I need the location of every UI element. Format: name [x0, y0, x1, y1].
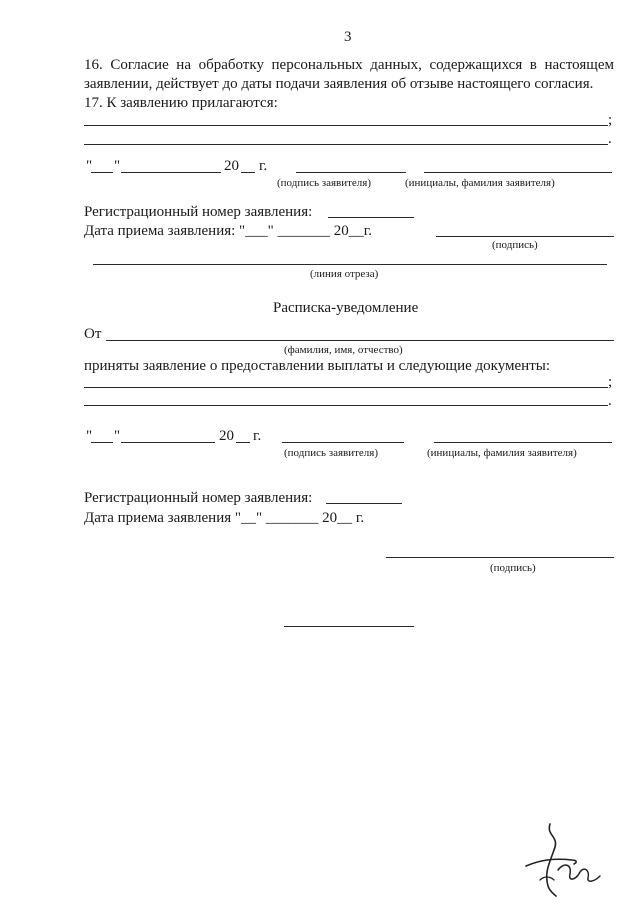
item16-line2: заявлении, действует до даты подачи заявления об отзыве настоящего согласия.: [84, 76, 594, 92]
attachment-line-1[interactable]: [84, 125, 608, 126]
signature-caption-1: (подпись): [492, 239, 538, 251]
applicant-signature-field-1[interactable]: [296, 172, 406, 173]
receipt-doc-line-2[interactable]: [84, 405, 608, 406]
date-year-field-1[interactable]: [241, 172, 255, 173]
registration-number-field-2[interactable]: [326, 503, 402, 504]
date-quote-open-2: ": [86, 428, 93, 444]
item17-label: 17. К заявлению прилагаются:: [84, 95, 278, 111]
date-year-field-2[interactable]: [236, 442, 250, 443]
page-number: 3: [344, 29, 352, 45]
item16-line1: 16. Согласие на обработку персональных данных, содержащихся в настоящем: [84, 57, 614, 73]
receipt-accepted-text: приняты заявление о предоставлении выплаты и следующие документы:: [84, 358, 551, 374]
date-month-field-1[interactable]: [121, 172, 221, 173]
attachment-period-1: .: [608, 131, 612, 147]
applicant-initials-caption-2: (инициалы, фамилия заявителя): [427, 447, 577, 459]
applicant-initials-field-1[interactable]: [424, 172, 612, 173]
receipt-period: .: [608, 393, 612, 409]
attachment-line-2[interactable]: [84, 144, 608, 145]
date-day-field-1[interactable]: [91, 172, 113, 173]
signature-caption-2: (подпись): [490, 562, 536, 574]
applicant-initials-field-2[interactable]: [434, 442, 612, 443]
applicant-signature-field-2[interactable]: [282, 442, 404, 443]
attachment-semicolon-1: ;: [608, 112, 613, 128]
registration-date-label-2: Дата приема заявления "__" _______ 20__ г.: [84, 510, 365, 526]
handwritten-signature: [520, 820, 610, 900]
date-day-field-2[interactable]: [91, 442, 113, 443]
receipt-doc-line-1[interactable]: [84, 387, 608, 388]
date-quote-open-1: ": [86, 158, 93, 174]
receipt-title: Расписка-уведомление: [273, 300, 419, 316]
receipt-from-field[interactable]: [106, 340, 614, 341]
cut-line: [93, 264, 607, 265]
registration-signature-field-2[interactable]: [386, 557, 614, 558]
applicant-initials-caption-1: (инициалы, фамилия заявителя): [405, 177, 555, 189]
applicant-signature-caption-2: (подпись заявителя): [284, 447, 379, 459]
applicant-signature-caption-1: (подпись заявителя): [277, 177, 372, 189]
registration-number-label-1: Регистрационный номер заявления:: [84, 204, 313, 220]
receipt-semicolon: ;: [608, 374, 613, 390]
cut-line-caption: (линия отреза): [310, 268, 379, 280]
registration-number-label-2: Регистрационный номер заявления:: [84, 490, 313, 506]
date-month-field-2[interactable]: [121, 442, 215, 443]
date-quote-close-2: ": [114, 428, 121, 444]
receipt-from-caption: (фамилия, имя, отчество): [284, 344, 403, 356]
date-year-suffix-1: г.: [259, 158, 268, 174]
receipt-from-label: От: [84, 326, 102, 342]
date-year-suffix-2: г.: [253, 428, 262, 444]
date-year-prefix-1: 20: [224, 158, 239, 174]
date-quote-close-1: ": [114, 158, 121, 174]
registration-number-field-1[interactable]: [328, 217, 414, 218]
registration-signature-field-1[interactable]: [436, 236, 614, 237]
registration-date-label-1: Дата приема заявления: "___" _______ 20__г.: [84, 223, 372, 239]
closing-rule: [284, 626, 414, 627]
date-year-prefix-2: 20: [219, 428, 234, 444]
